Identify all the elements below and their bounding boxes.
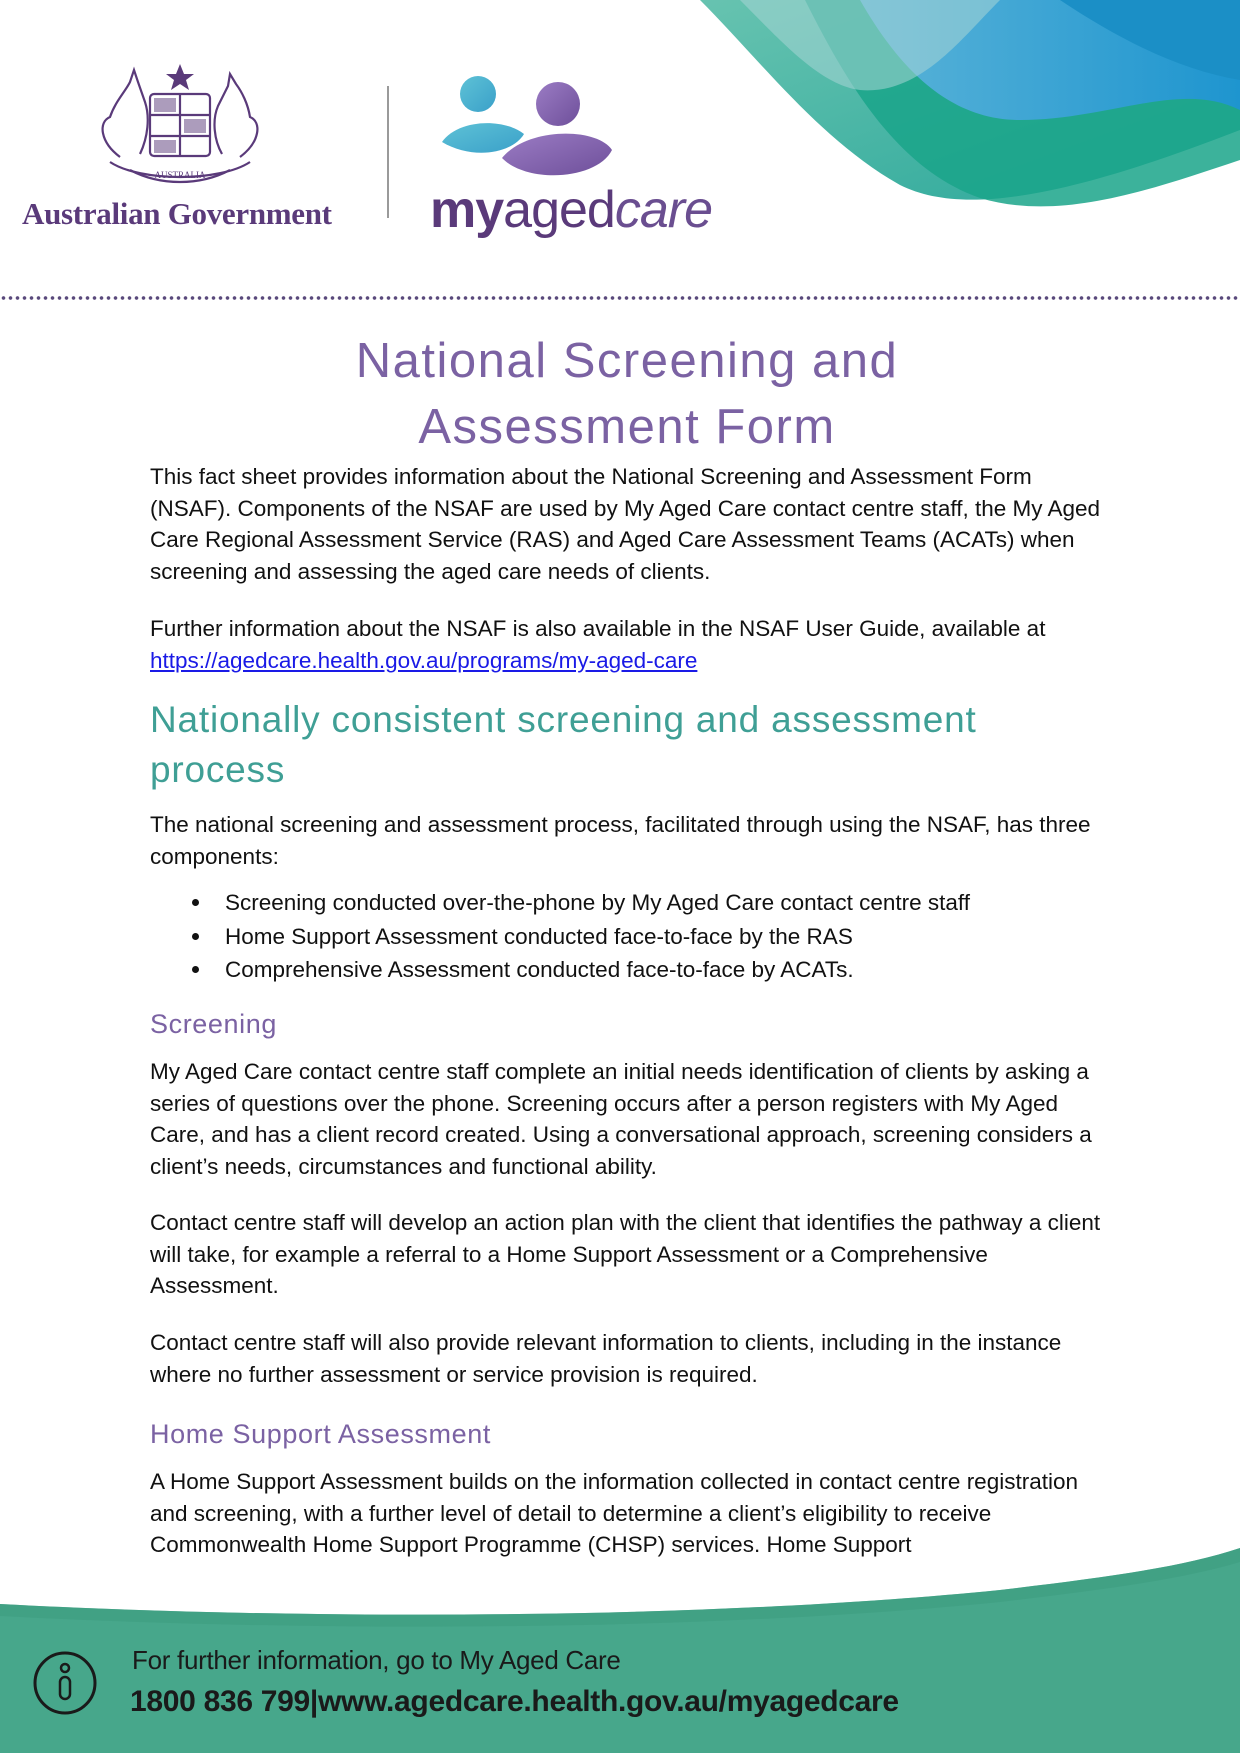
my-aged-care-wordmark: [430, 180, 712, 240]
coat-of-arms-icon: [90, 62, 270, 188]
footer-phone[interactable]: 1800 836 799: [130, 1685, 310, 1718]
logo-divider: [387, 86, 389, 218]
list-item: Comprehensive Assessment conducted face-to-face by ACATs.: [150, 953, 970, 987]
process-intro-paragraph: The national screening and assessment process, facilitated through using the NSAF, has three components:: [150, 812, 1091, 869]
intro-paragraph: This fact sheet provides information about the National Screening and Assessment Form (NSAF). Components of the NSAF are used by My Aged Care contact centre staff, the My Aged Care Regional Assessment Service (RAS) and Aged Care Assessment Teams (ACATs) when screening and assessing the aged care needs of clients.: [150, 464, 1101, 584]
logo-part-care: care: [614, 181, 712, 239]
components-list: [150, 886, 970, 987]
dotted-divider: [0, 296, 1240, 300]
footer-info-text: For further information, go to My Aged Care: [132, 1645, 621, 1675]
list-item: Home Support Assessment conducted face-to-face by the RAS: [150, 920, 970, 954]
list-item: Screening conducted over-the-phone by My Aged Care contact centre staff: [150, 886, 970, 920]
footer-separator: |: [309, 1685, 319, 1718]
title-line-2: Assessment Form: [418, 400, 836, 454]
info-icon: [32, 1650, 98, 1716]
government-wordmark: Australian Government: [22, 196, 332, 231]
logo-part-aged: aged: [503, 181, 615, 239]
crest-label: AUSTRALIA: [154, 170, 206, 180]
section-heading-process: Nationally consistent screening and assessment process: [150, 699, 977, 790]
my-aged-care-logo-icon: [432, 72, 617, 187]
further-info-text: Further information about the NSAF is also available in the NSAF User Guide, available at: [150, 616, 1046, 641]
logo-part-my: my: [430, 181, 504, 239]
nsaf-user-guide-link[interactable]: https://agedcare.health.gov.au/programs/my-aged-care: [150, 647, 698, 673]
screening-paragraph-3: Contact centre staff will also provide relevant information to clients, including in the instance where no further assessment or service provision is required.: [150, 1330, 1062, 1387]
title-line-1: National Screening and: [355, 334, 899, 388]
section-heading-home-support: Home Support Assessment: [150, 1419, 491, 1449]
screening-paragraph-1: My Aged Care contact centre staff complete an initial needs identification of clients by asking a series of questions over the phone. Screening occurs after a person registers with My Aged Care, and has a client record created. Using a conversational approach, screening considers a client’s needs, circumstances and functional ability.: [150, 1059, 1092, 1179]
home-support-paragraph: A Home Support Assessment builds on the information collected in contact centre registration and screening, with a further level of detail to determine a client’s eligibility to receive Commonwealth Home Support Programme (CHSP) services. Home Support: [150, 1469, 1078, 1557]
footer-contact: [130, 1685, 899, 1719]
section-heading-screening: Screening: [150, 1009, 277, 1039]
page-title: [150, 328, 1104, 460]
screening-paragraph-2: Contact centre staff will develop an action plan with the client that identifies the pathway a client will take, for example a referral to a Home Support Assessment or a Comprehensive Assessment.: [150, 1210, 1101, 1298]
footer-url-link[interactable]: www.agedcare.health.gov.au/myagedcare: [318, 1685, 899, 1718]
further-info-paragraph: [150, 613, 1110, 676]
